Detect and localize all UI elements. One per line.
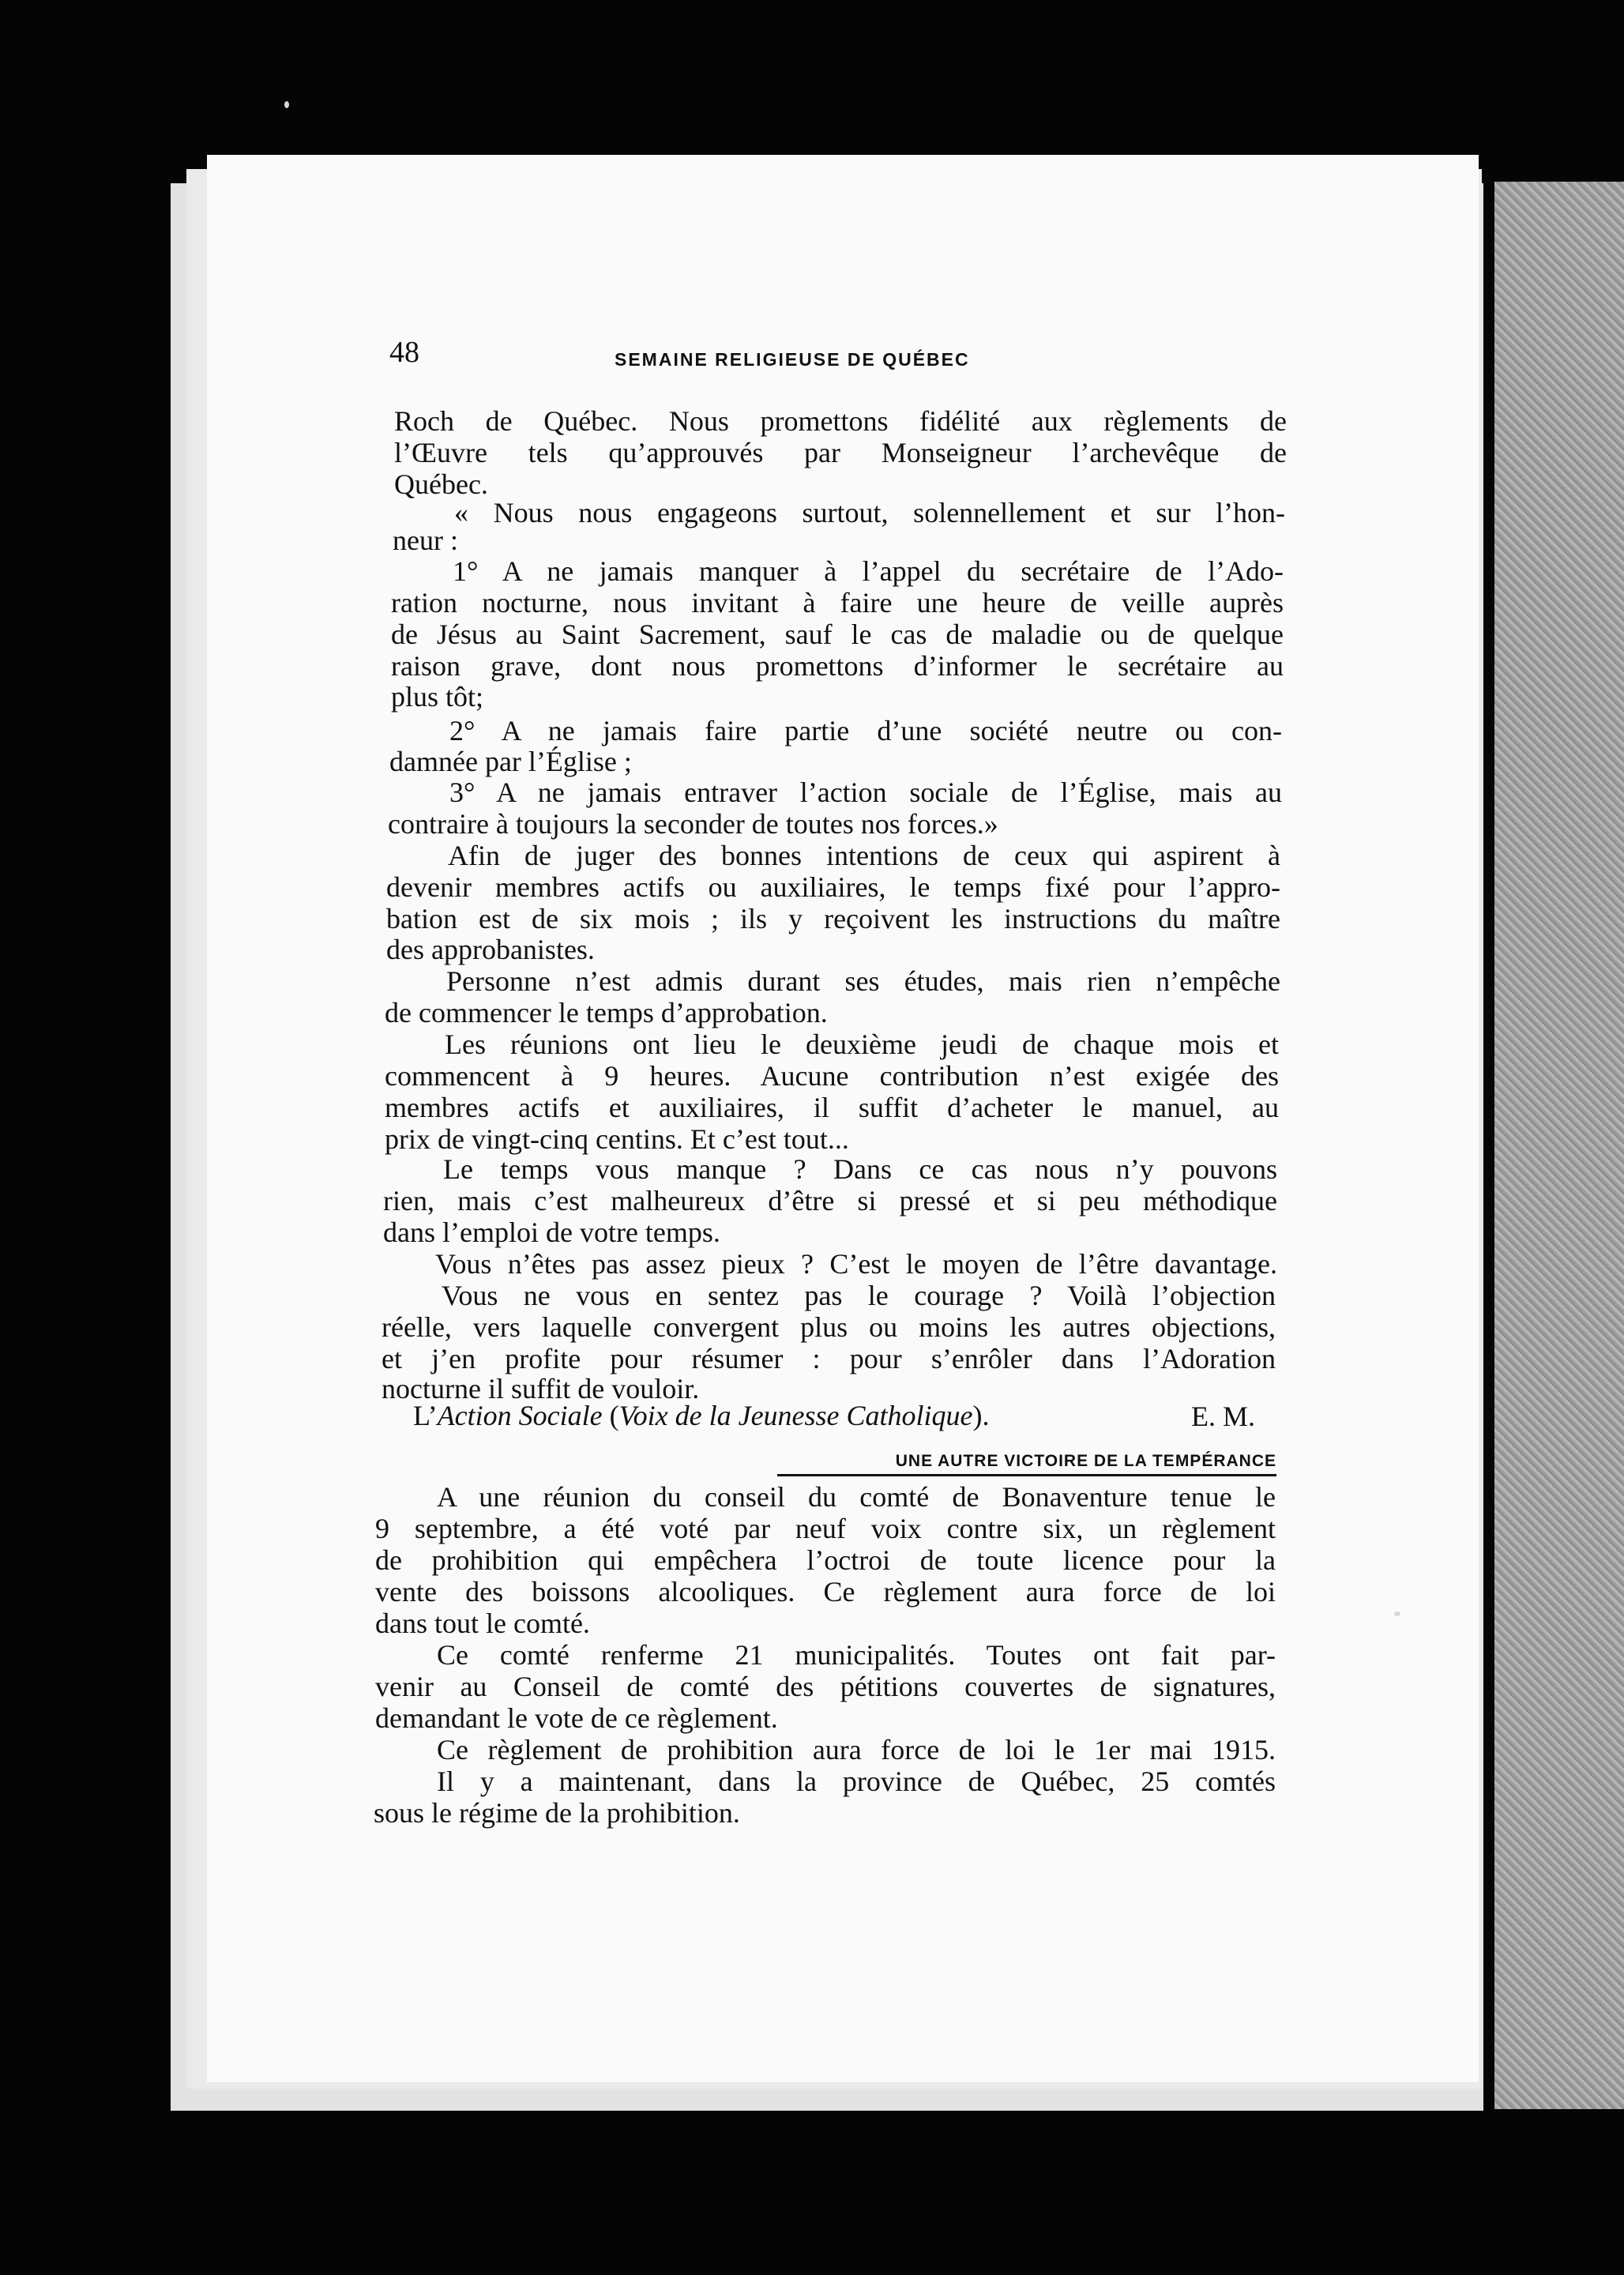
text-line: venir au Conseil de comté des pétitions couvertes de signatures,: [375, 1671, 1276, 1702]
source-subtitle: Voix de la Jeunesse Catholique: [618, 1400, 973, 1431]
text-line: devenir membres actifs ou auxiliaires, le temps fixé pour l’appro-: [386, 871, 1280, 903]
page-number: 48: [389, 336, 419, 369]
text-line: Ce comté renferme 21 municipalités. Toutes ont fait par-: [437, 1639, 1276, 1671]
text-line: nocturne il suffit de vouloir.: [382, 1373, 700, 1404]
text-line: et j’en profite pour résumer : pour s’enrôler dans l’Adoration: [382, 1343, 1276, 1374]
text-line: dans tout le comté.: [375, 1608, 590, 1639]
text-line: ration nocturne, nous invitant à faire une heure de veille auprès: [391, 587, 1284, 619]
source-title: Action Sociale: [437, 1400, 603, 1431]
text-line: Vous n’êtes pas assez pieux ? C’est le moyen de l’être davantage.: [435, 1248, 1277, 1280]
text-line: membres actifs et auxiliaires, il suffit d’acheter le manuel, au: [385, 1092, 1279, 1123]
dust-speck: [284, 101, 289, 108]
text-line: Roch de Québec. Nous promettons fidélité aux règlements de: [394, 405, 1287, 437]
section-heading: UNE AUTRE VICTOIRE DE LA TEMPÉRANCE: [777, 1452, 1276, 1476]
text-line: raison grave, dont nous promettons d’informer le secrétaire au: [391, 650, 1284, 682]
text-line: 2° A ne jamais faire partie d’une société neutre ou con-: [449, 715, 1282, 746]
running-title: SEMAINE RELIGIEUSE DE QUÉBEC: [615, 349, 970, 370]
text-line: damnée par l’Église ;: [389, 746, 632, 777]
source-prefix: L’: [413, 1400, 438, 1431]
text-line: Ce règlement de prohibition aura force de loi le 1er mai 1915.: [437, 1734, 1276, 1765]
text-line: prix de vingt-cinq centins. Et c’est tout...: [385, 1123, 849, 1155]
text-line: demandant le vote de ce règlement.: [375, 1702, 778, 1734]
text-line: 3° A ne jamais entraver l’action sociale de l’Église, mais au: [449, 777, 1282, 808]
text-line: A une réunion du conseil du comté de Bonaventure tenue le: [437, 1481, 1276, 1513]
text-line: vente des boissons alcooliques. Ce règlement aura force de loi: [375, 1576, 1276, 1608]
text-line: de commencer le temps d’approbation.: [385, 997, 828, 1028]
text-line: dans l’emploi de votre temps.: [383, 1216, 720, 1248]
text-line: Il y a maintenant, dans la province de Québec, 25 comtés: [437, 1765, 1276, 1797]
text-line: Vous ne vous en sentez pas le courage ? Voilà l’objection: [442, 1280, 1276, 1311]
text-line: de prohibition qui empêchera l’octroi de toute licence pour la: [375, 1544, 1276, 1576]
text-line: l’Œuvre tels qu’approuvés par Monseigneur l’archevêque de: [394, 437, 1287, 468]
text-line: des approbanistes.: [386, 934, 595, 965]
text-line: Afin de juger des bonnes intentions de ceux qui aspirent à: [448, 840, 1280, 871]
source-citation: L’Action Sociale (Voix de la Jeunesse Catholique).: [413, 1400, 990, 1431]
text-line: Les réunions ont lieu le deuxième jeudi de chaque mois et: [445, 1028, 1279, 1060]
text-line: 9 septembre, a été voté par neuf voix contre six, un règlement: [375, 1513, 1276, 1544]
signature: E. M.: [1191, 1401, 1255, 1432]
text-line: Personne n’est admis durant ses études, mais rien n’empêche: [446, 965, 1280, 997]
text-line: « Nous nous engageons surtout, solennellement et sur l’hon-: [454, 497, 1285, 528]
binding-edge: [1494, 182, 1624, 2109]
text-line: plus tôt;: [391, 681, 484, 713]
text-line: Le temps vous manque ? Dans ce cas nous n’y pouvons: [443, 1153, 1277, 1185]
text-line: sous le régime de la prohibition.: [374, 1797, 740, 1829]
text-line: de Jésus au Saint Sacrement, sauf le cas de maladie ou de quelque: [391, 619, 1284, 650]
text-line: bation est de six mois ; ils y reçoivent les instructions du maître: [386, 903, 1280, 934]
text-line: 1° A ne jamais manquer à l’appel du secrétaire de l’Ado-: [453, 555, 1284, 587]
text-line: neur :: [393, 525, 458, 556]
text-line: rien, mais c’est malheureux d’être si pressé et si peu méthodique: [383, 1185, 1277, 1216]
text-line: Québec.: [394, 468, 488, 500]
dust-speck: [1394, 1611, 1400, 1616]
text-line: réelle, vers laquelle convergent plus ou moins les autres objections,: [382, 1311, 1276, 1343]
text-line: contraire à toujours la seconder de toutes nos forces.»: [388, 808, 998, 840]
text-line: commencent à 9 heures. Aucune contribution n’est exigée des: [385, 1060, 1279, 1092]
